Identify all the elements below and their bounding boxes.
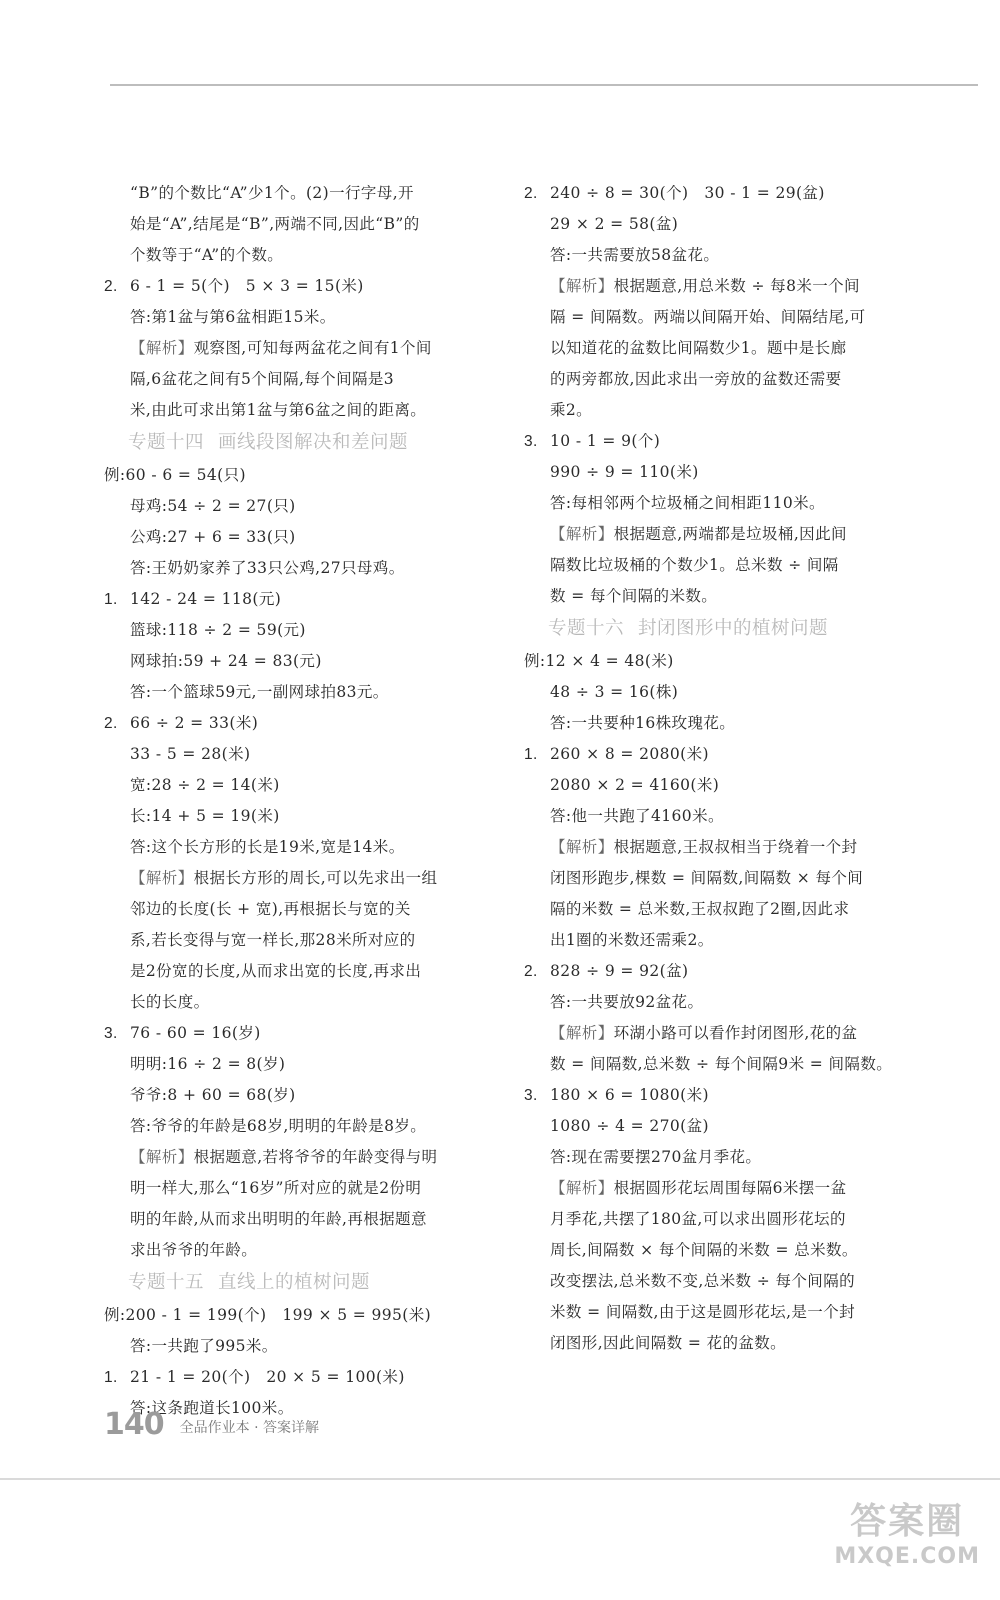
- problem-line: [524, 956, 896, 987]
- text-line: [524, 395, 896, 426]
- line-text: 例:60 - 6 = 54(只): [104, 466, 246, 484]
- section-number: 专题十五: [128, 1272, 205, 1293]
- text-line: [524, 770, 896, 801]
- line-text: 240 ÷ 8 = 30(个) 30 - 1 = 29(盆): [550, 184, 825, 202]
- text-line: [104, 522, 476, 553]
- section-heading: [104, 1266, 476, 1300]
- section-number: 专题十六: [548, 618, 625, 639]
- text-line: [524, 1328, 896, 1359]
- line-text: 明一样大,那么“16岁”所对应的就是2份明: [130, 1179, 422, 1197]
- text-line: [104, 1080, 476, 1111]
- text-line: [104, 677, 476, 708]
- text-line: [104, 364, 476, 395]
- text-line: [524, 333, 896, 364]
- section-title: 封闭图形中的植树问题: [638, 618, 829, 639]
- line-text: 10 - 1 = 9(个): [550, 432, 661, 450]
- text-line: [524, 708, 896, 739]
- text-line: [104, 646, 476, 677]
- text-line: [104, 770, 476, 801]
- problem-number: 3.: [524, 433, 538, 450]
- analysis-tag: 【解析】: [130, 339, 194, 357]
- problem-line: [524, 1080, 896, 1111]
- analysis-tag: 【解析】: [550, 525, 614, 543]
- text-line: [104, 801, 476, 832]
- line-text: 答:一共需要放58盆花。: [550, 246, 720, 264]
- analysis-line: [104, 333, 476, 364]
- line-text: 隔,6盆花之间有5个间隔,每个间隔是3: [130, 370, 395, 388]
- line-text: 答:一共要放92盆花。: [550, 993, 704, 1011]
- analysis-tag: 【解析】: [550, 1179, 614, 1197]
- text-line: [524, 987, 896, 1018]
- text-line: [524, 925, 896, 956]
- analysis-tag: 【解析】: [550, 838, 614, 856]
- line-text: 隔的米数 = 总米数,王叔叔跑了2圈,因此求: [550, 900, 850, 918]
- analysis-line: [524, 1018, 896, 1049]
- text-line: [104, 832, 476, 863]
- problem-line: [104, 271, 476, 302]
- text-line: [104, 1049, 476, 1080]
- bottom-rule: [0, 1478, 1000, 1480]
- text-line: [524, 457, 896, 488]
- text-line: [104, 615, 476, 646]
- line-text: 260 × 8 = 2080(米): [550, 745, 709, 763]
- line-text: 答:一个篮球59元,一副网球拍83元。: [130, 683, 389, 701]
- analysis-line: [104, 863, 476, 894]
- line-text: 答:爷爷的年龄是68岁,明明的年龄是8岁。: [130, 1117, 427, 1135]
- line-text: 米数 = 间隔数,由于这是圆形花坛,是一个封: [550, 1303, 855, 1321]
- line-text: 公鸡:27 + 6 = 33(只): [130, 528, 296, 546]
- line-text: 明的年龄,从而求出明明的年龄,再根据题意: [130, 1210, 427, 1228]
- text-line: [104, 240, 476, 271]
- line-text: 隔数比垃圾桶的个数少1。总米数 ÷ 间隔: [550, 556, 839, 574]
- line-text: 乘2。: [550, 401, 593, 419]
- line-text: 月季花,共摆了180盆,可以求出圆形花坛的: [550, 1210, 846, 1228]
- problem-number: 2.: [104, 715, 118, 732]
- text-line: [104, 1235, 476, 1266]
- line-text: 观察图,可知每两盆花之间有1个间: [193, 339, 432, 357]
- text-line: [524, 677, 896, 708]
- text-line: [524, 302, 896, 333]
- line-text: 例:200 - 1 = 199(个) 199 × 5 = 995(米): [104, 1306, 432, 1324]
- problem-line: [104, 1362, 476, 1393]
- text-line: [104, 460, 476, 491]
- text-line: [104, 209, 476, 240]
- text-line: [524, 1111, 896, 1142]
- analysis-tag: 【解析】: [550, 277, 614, 295]
- text-line: [104, 894, 476, 925]
- text-line: [524, 801, 896, 832]
- text-line: [524, 488, 896, 519]
- line-text: 个数等于“A”的个数。: [130, 246, 284, 264]
- text-line: [524, 1235, 896, 1266]
- line-text: 29 × 2 = 58(盆): [550, 215, 679, 233]
- analysis-tag: 【解析】: [550, 1024, 614, 1042]
- line-text: 2080 × 2 = 4160(米): [550, 776, 720, 794]
- line-text: 邻边的长度(长 + 宽),再根据长与宽的关: [130, 900, 411, 918]
- line-text: “B”的个数比“A”少1个。(2)一行字母,开: [130, 184, 414, 202]
- line-text: 6 - 1 = 5(个) 5 × 3 = 15(米): [130, 277, 364, 295]
- analysis-line: [524, 1173, 896, 1204]
- line-text: 21 - 1 = 20(个) 20 × 5 = 100(米): [130, 1368, 405, 1386]
- line-text: 答:一共跑了995米。: [130, 1337, 278, 1355]
- line-text: 1080 ÷ 4 = 270(盆): [550, 1117, 709, 1135]
- line-text: 48 ÷ 3 = 16(株): [550, 683, 679, 701]
- text-line: [524, 550, 896, 581]
- problem-number: 2.: [524, 185, 538, 202]
- section-title: 直线上的植树问题: [218, 1272, 371, 1293]
- text-line: [524, 863, 896, 894]
- line-text: 答:这个长方形的长是19米,宽是14米。: [130, 838, 405, 856]
- text-line: [104, 925, 476, 956]
- book-name: 全品作业本 · 答案详解: [179, 1420, 319, 1436]
- analysis-line: [524, 519, 896, 550]
- left-column: [104, 178, 476, 1424]
- top-rule: [110, 84, 978, 86]
- line-text: 根据圆形花坛周围每隔6米摆一盆: [613, 1179, 847, 1197]
- line-text: 周长,间隔数 × 每个间隔的米数 = 总米数。: [550, 1241, 858, 1259]
- site-watermark: [834, 1500, 980, 1570]
- text-line: [104, 987, 476, 1018]
- line-text: 根据长方形的周长,可以先求出一组: [193, 869, 438, 887]
- line-text: 明明:16 ÷ 2 = 8(岁): [130, 1055, 286, 1073]
- text-line: [104, 1111, 476, 1142]
- text-line: [524, 209, 896, 240]
- line-text: 数 = 每个间隔的米数。: [550, 587, 718, 605]
- line-text: 例:12 × 4 = 48(米): [524, 652, 674, 670]
- text-line: [524, 1266, 896, 1297]
- line-text: 根据题意,用总米数 ÷ 每8米一个间: [613, 277, 860, 295]
- problem-line: [104, 584, 476, 615]
- line-text: 根据题意,两端都是垃圾桶,因此间: [613, 525, 847, 543]
- line-text: 76 - 60 = 16(岁): [130, 1024, 261, 1042]
- text-line: [524, 1297, 896, 1328]
- line-text: 是2份宽的长度,从而求出宽的长度,再求出: [130, 962, 422, 980]
- text-line: [524, 1049, 896, 1080]
- line-text: 的两旁都放,因此求出一旁放的盆数还需要: [550, 370, 842, 388]
- line-text: 答:现在需要摆270盆月季花。: [550, 1148, 762, 1166]
- line-text: 篮球:118 ÷ 2 = 59(元): [130, 621, 306, 639]
- problem-line: [104, 1018, 476, 1049]
- analysis-line: [524, 832, 896, 863]
- text-line: [104, 395, 476, 426]
- line-text: 答:第1盆与第6盆相距15米。: [130, 308, 336, 326]
- line-text: 闭图形,因此间隔数 = 花的盆数。: [550, 1334, 787, 1352]
- text-line: [104, 1173, 476, 1204]
- line-text: 33 - 5 = 28(米): [130, 745, 251, 763]
- line-text: 答:这条跑道长100米。: [130, 1399, 294, 1417]
- line-text: 66 ÷ 2 = 33(米): [130, 714, 259, 732]
- text-line: [104, 1331, 476, 1362]
- problem-number: 2.: [524, 963, 538, 980]
- line-text: 990 ÷ 9 = 110(米): [550, 463, 699, 481]
- line-text: 142 - 24 = 118(元): [130, 590, 282, 608]
- problem-line: [104, 708, 476, 739]
- text-line: [104, 739, 476, 770]
- problem-number: 1.: [524, 746, 538, 763]
- line-text: 长的长度。: [130, 993, 210, 1011]
- text-line: [104, 553, 476, 584]
- line-text: 隔 = 间隔数。两端以间隔开始、间隔结尾,可: [550, 308, 866, 326]
- line-text: 改变摆法,总米数不变,总米数 ÷ 每个间隔的: [550, 1272, 855, 1290]
- problem-number: 2.: [104, 278, 118, 295]
- watermark-logo: 答案圈: [850, 1501, 965, 1542]
- text-line: [104, 1300, 476, 1331]
- text-line: [524, 240, 896, 271]
- text-line: [104, 956, 476, 987]
- line-text: 答:王奶奶家养了33只公鸡,27只母鸡。: [130, 559, 405, 577]
- line-text: 答:一共要种16株玫瑰花。: [550, 714, 736, 732]
- line-text: 宽:28 ÷ 2 = 14(米): [130, 776, 280, 794]
- section-heading: [524, 612, 896, 646]
- line-text: 答:他一共跑了4160米。: [550, 807, 724, 825]
- line-text: 始是“A”,结尾是“B”,两端不同,因此“B”的: [130, 215, 420, 233]
- line-text: 以知道花的盆数比间隔数少1。题中是长廊: [550, 339, 847, 357]
- watermark-url: MXQE.COM: [834, 1544, 980, 1569]
- analysis-tag: 【解析】: [130, 869, 194, 887]
- problem-line: [524, 739, 896, 770]
- right-column: [524, 178, 896, 1359]
- text-line: [524, 894, 896, 925]
- text-line: [524, 646, 896, 677]
- text-line: [524, 1204, 896, 1235]
- section-heading: [104, 426, 476, 460]
- problem-number: 1.: [104, 591, 118, 608]
- line-text: 闭图形跑步,棵数 = 间隔数,间隔数 × 每个间: [550, 869, 864, 887]
- line-text: 根据题意,若将爷爷的年龄变得与明: [193, 1148, 438, 1166]
- line-text: 出1圈的米数还需乘2。: [550, 931, 714, 949]
- line-text: 根据题意,王叔叔相当于绕着一个封: [613, 838, 858, 856]
- problem-number: 3.: [524, 1087, 538, 1104]
- problem-number: 3.: [104, 1025, 118, 1042]
- line-text: 答:每相邻两个垃圾桶之间相距110米。: [550, 494, 825, 512]
- text-line: [524, 364, 896, 395]
- line-text: 长:14 + 5 = 19(米): [130, 807, 280, 825]
- line-text: 180 × 6 = 1080(米): [550, 1086, 709, 1104]
- line-text: 828 ÷ 9 = 92(盆): [550, 962, 689, 980]
- problem-line: [524, 426, 896, 457]
- line-text: 网球拍:59 + 24 = 83(元): [130, 652, 322, 670]
- text-line: [104, 491, 476, 522]
- text-line: [104, 178, 476, 209]
- line-text: 系,若长变得与宽一样长,那28米所对应的: [130, 931, 416, 949]
- section-number: 专题十四: [128, 432, 205, 453]
- line-text: 爷爷:8 + 60 = 68(岁): [130, 1086, 296, 1104]
- problem-line: [524, 178, 896, 209]
- text-line: [104, 302, 476, 333]
- analysis-line: [104, 1142, 476, 1173]
- line-text: 环湖小路可以看作封闭图形,花的盆: [613, 1024, 858, 1042]
- line-text: 母鸡:54 ÷ 2 = 27(只): [130, 497, 296, 515]
- page-footer: [104, 1404, 319, 1444]
- problem-number: 1.: [104, 1369, 118, 1386]
- text-line: [104, 1204, 476, 1235]
- page-number: 140: [104, 1406, 164, 1442]
- analysis-tag: 【解析】: [130, 1148, 194, 1166]
- line-text: 米,由此可求出第1盆与第6盆之间的距离。: [130, 401, 427, 419]
- line-text: 求出爷爷的年龄。: [130, 1241, 258, 1259]
- text-line: [524, 1142, 896, 1173]
- section-title: 画线段图解决和差问题: [218, 432, 409, 453]
- line-text: 数 = 间隔数,总米数 ÷ 每个间隔9米 = 间隔数。: [550, 1055, 893, 1073]
- text-line: [524, 581, 896, 612]
- analysis-line: [524, 271, 896, 302]
